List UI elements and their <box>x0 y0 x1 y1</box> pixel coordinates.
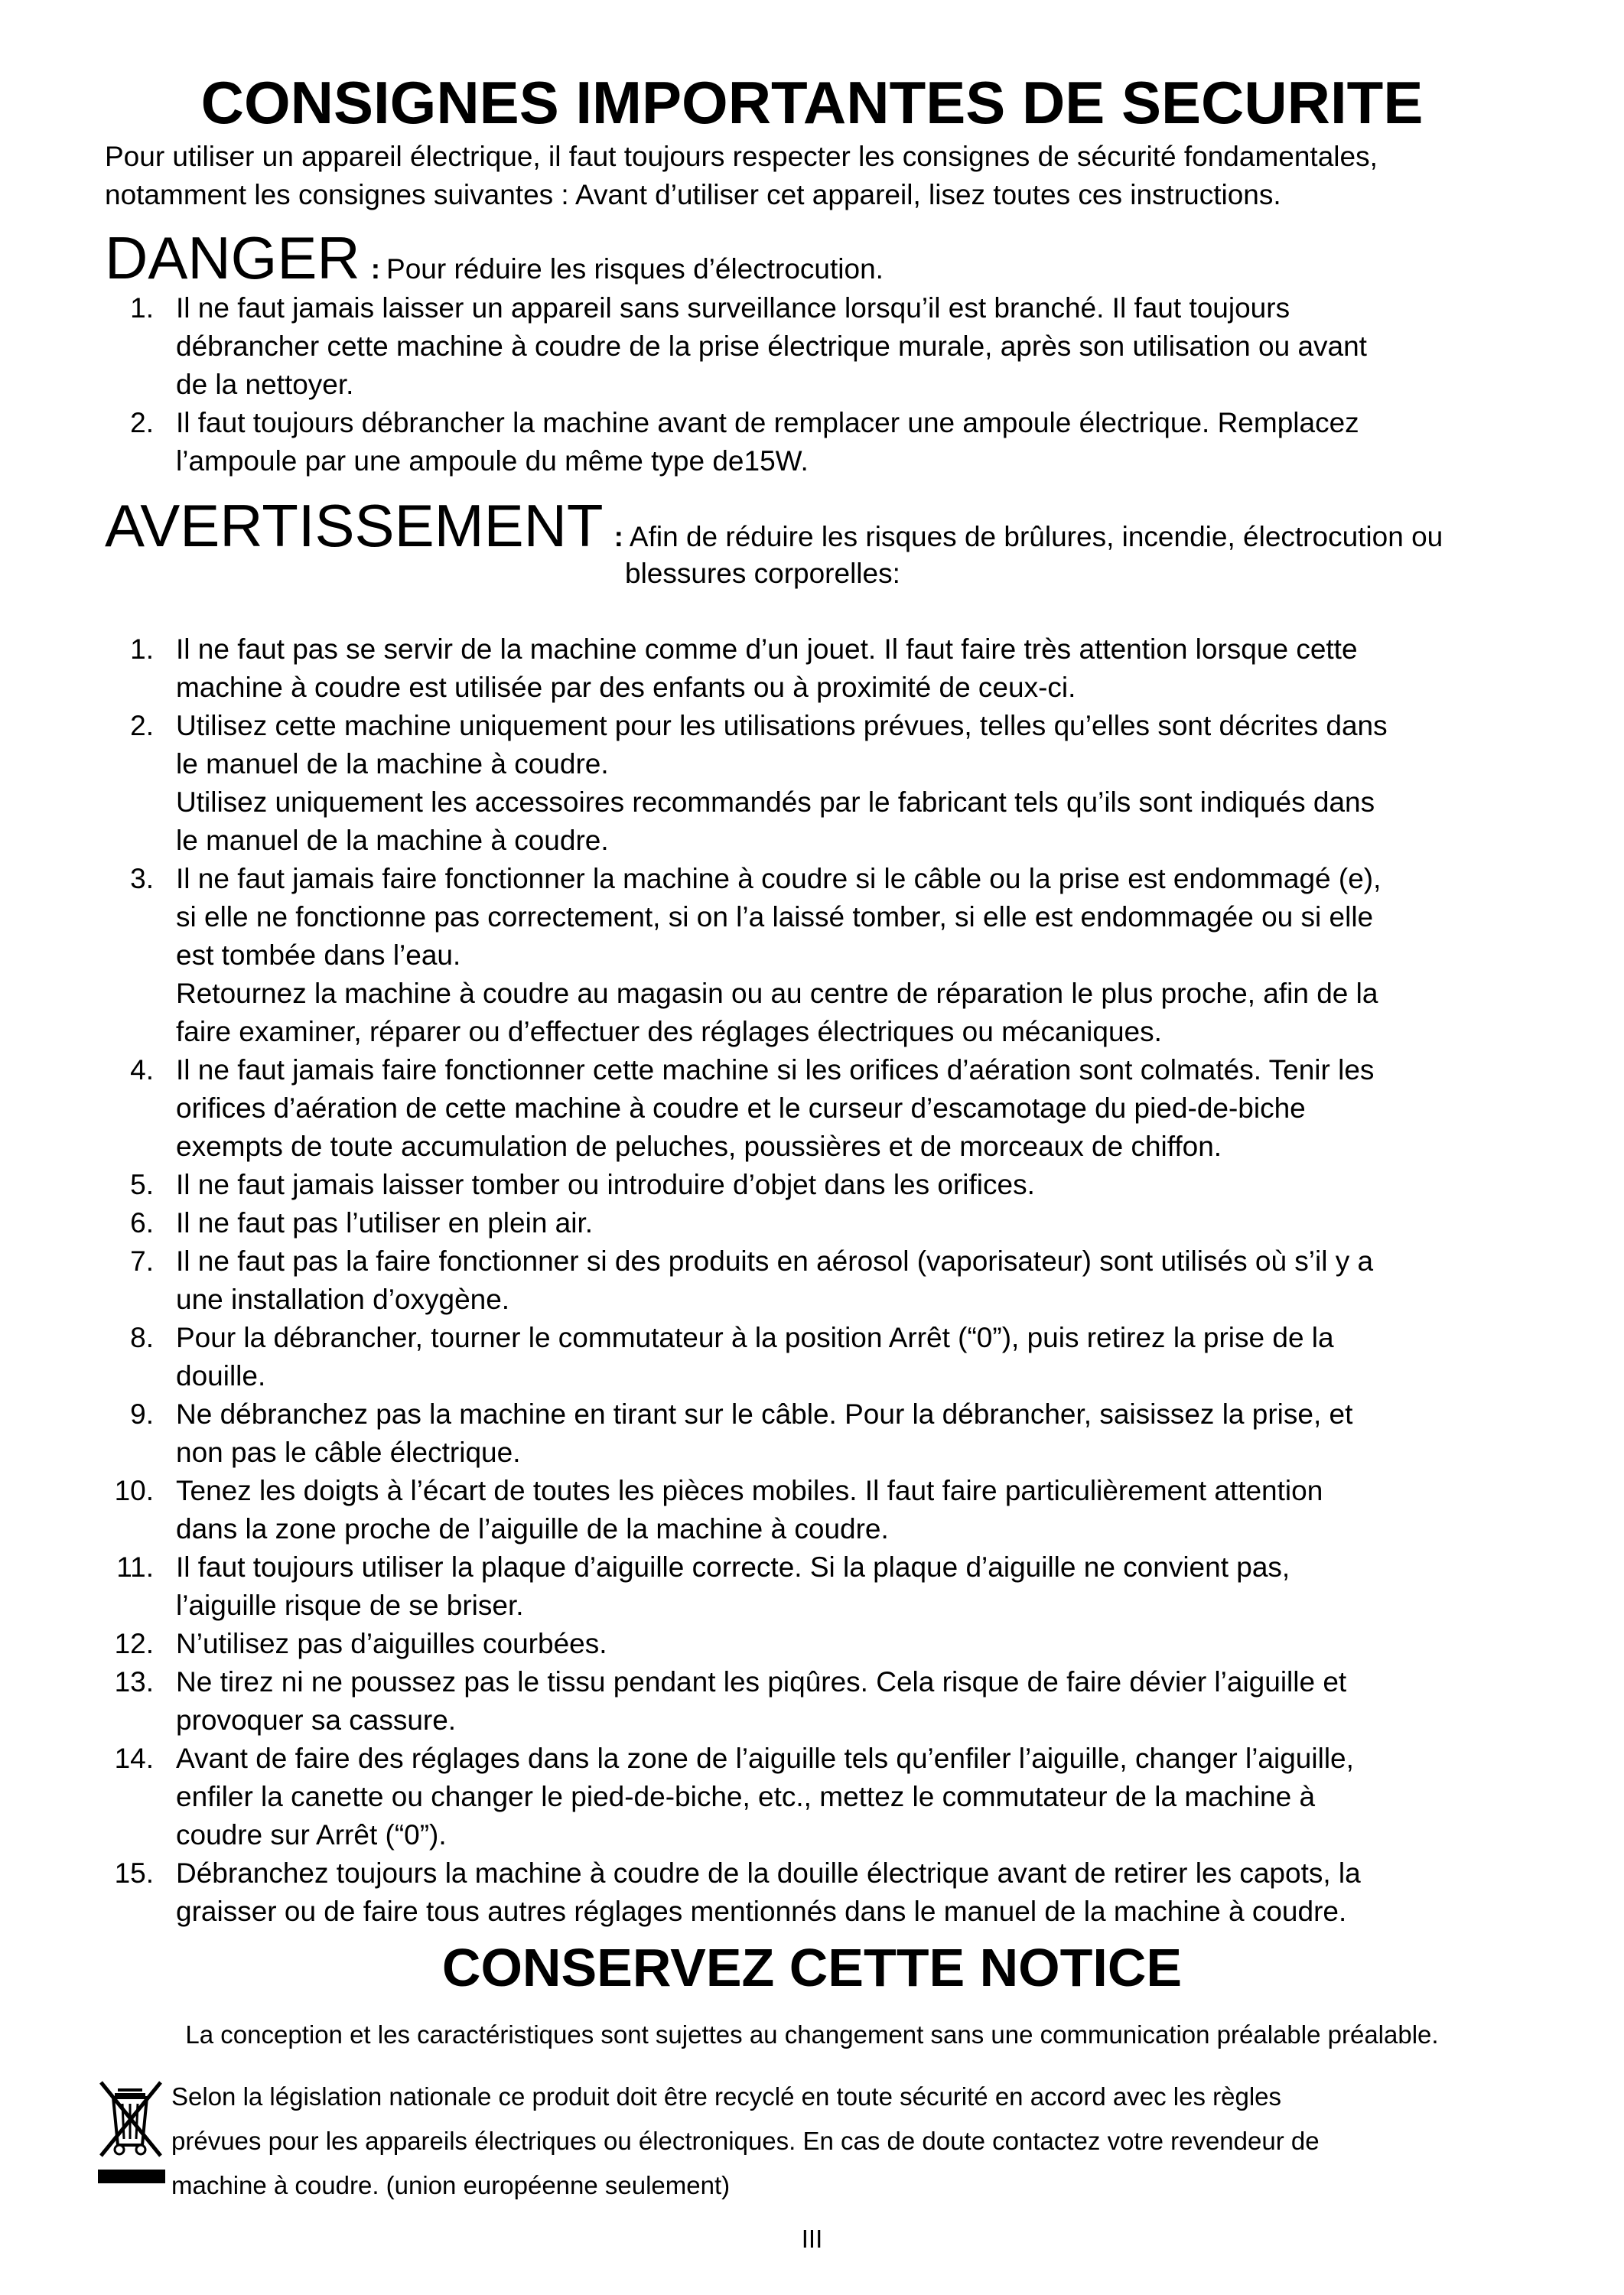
warning-list <box>105 630 1558 1931</box>
item-number: 4. <box>130 1054 154 1086</box>
item-line: machine à coudre est utilisée par des enfants ou à proximité de ceux-ci. <box>176 672 1076 703</box>
item-line: Il faut toujours débrancher la machine avant de remplacer une ampoule électrique. Remplacez <box>176 407 1359 438</box>
item-number: 13. <box>114 1666 154 1698</box>
item-line: orifices d’aération de cette machine à coudre et le curseur d’escamotage du pied-de-biche <box>176 1092 1306 1124</box>
item-line: l’aiguille risque de se briser. <box>176 1590 524 1621</box>
item-line: de la nettoyer. <box>176 369 354 400</box>
item-line: exempts de toute accumulation de peluches, poussières et de morceaux de chiffon. <box>176 1131 1222 1162</box>
item-line: faire examiner, réparer ou d’effectuer des réglages électriques ou mécaniques. <box>176 1016 1162 1047</box>
list-item <box>105 1051 1558 1166</box>
item-line: dans la zone proche de l’aiguille de la machine à coudre. <box>176 1513 889 1545</box>
page-number: III <box>801 2225 823 2253</box>
item-number: 7. <box>130 1245 154 1277</box>
item-line: le manuel de la machine à coudre. <box>176 825 609 856</box>
item-line: Il ne faut jamais faire fonctionner la machine à coudre si le câble ou la prise est endommagé (e), <box>176 863 1382 894</box>
conserve-title: CONSERVEZ CETTE NOTICE <box>441 1938 1183 1997</box>
list-item <box>105 1166 1558 1204</box>
list-item <box>105 1319 1558 1395</box>
list-item <box>105 289 1558 404</box>
item-number: 2. <box>130 407 154 438</box>
recycling-line: prévues pour les appareils électriques ou électroniques. En cas de doute contactez votre revendeur de <box>171 2127 1320 2155</box>
list-item <box>105 1204 1558 1242</box>
list-item <box>105 1854 1558 1931</box>
warning-label: AVERTISSEMENT <box>105 492 604 559</box>
item-line: Il ne faut pas l’utiliser en plein air. <box>176 1207 594 1239</box>
intro-paragraph <box>105 138 1558 214</box>
list-item <box>105 1242 1558 1319</box>
item-line: douille. <box>176 1360 266 1392</box>
warning-subtitle: Afin de réduire les risques de brûlures, incendie, électrocution ou <box>629 521 1443 552</box>
item-line: non pas le câble électrique. <box>176 1437 521 1468</box>
list-item <box>105 1548 1558 1625</box>
intro-line: notamment les consignes suivantes : Avant d’utiliser cet appareil, lisez toutes ces instructions. <box>105 179 1281 210</box>
list-item <box>105 630 1558 707</box>
item-line: une installation d’oxygène. <box>176 1284 510 1315</box>
item-line: enfiler la canette ou changer le pied-de-biche, etc., mettez le commutateur de la machine à <box>176 1781 1316 1812</box>
recycling-line: machine à coudre. (union européenne seulement) <box>171 2171 731 2199</box>
item-number: 12. <box>114 1628 154 1659</box>
item-number: 1. <box>130 292 154 324</box>
specification-notice: La conception et les caractéristiques sont sujettes au changement sans une communication préalable préalable. <box>185 2020 1439 2049</box>
item-line: l’ampoule par une ampoule du même type de15W. <box>176 445 809 477</box>
item-line: Débranchez toujours la machine à coudre de la douille électrique avant de retirer les capots, la <box>176 1857 1361 1889</box>
warning-colon: : <box>613 521 623 552</box>
item-line: Il ne faut jamais faire fonctionner cette machine si les orifices d’aération sont colmatés. Tenir les <box>176 1054 1375 1086</box>
item-number: 3. <box>130 863 154 894</box>
danger-subtitle: Pour réduire les risques d’électrocution. <box>386 253 884 285</box>
item-number: 8. <box>130 1322 154 1353</box>
item-line: Avant de faire des réglages dans la zone de l’aiguille tels qu’enfiler l’aiguille, changer l’aiguille, <box>176 1743 1354 1774</box>
item-line: Tenez les doigts à l’écart de toutes les pièces mobiles. Il faut faire particulièrement attention <box>176 1475 1323 1506</box>
item-line: provoquer sa cassure. <box>176 1704 457 1736</box>
list-item <box>105 1740 1558 1854</box>
list-item <box>105 1625 1558 1663</box>
item-line: Retournez la machine à coudre au magasin ou au centre de réparation le plus proche, afin de la <box>176 978 1378 1009</box>
item-number: 11. <box>116 1551 154 1583</box>
item-line: Il ne faut pas se servir de la machine comme d’un jouet. Il faut faire très attention lorsque cette <box>176 633 1358 665</box>
crossed-out-wheelie-bin-icon <box>96 2079 167 2186</box>
item-line: Il ne faut jamais laisser tomber ou introduire d’objet dans les orifices. <box>176 1169 1035 1200</box>
item-number: 10. <box>114 1475 154 1506</box>
item-line: est tombée dans l’eau. <box>176 939 461 971</box>
warning-subtitle-continued: blessures corporelles: <box>625 558 900 589</box>
warning-heading <box>105 492 1443 559</box>
item-line: N’utilisez pas d’aiguilles courbées. <box>176 1628 607 1659</box>
item-line: Utilisez cette machine uniquement pour les utilisations prévues, telles qu’elles sont décrites dans <box>176 710 1388 741</box>
recycling-text <box>171 2075 1320 2208</box>
item-number: 5. <box>130 1169 154 1200</box>
item-line: si elle ne fonctionne pas correctement, si on l’a laissé tomber, si elle est endommagée ou si elle <box>176 901 1374 933</box>
item-line: Il ne faut jamais laisser un appareil sans surveillance lorsqu’il est branché. Il faut toujours <box>176 292 1290 324</box>
item-number: 14. <box>114 1743 154 1774</box>
list-item <box>105 1472 1558 1548</box>
item-line: Utilisez uniquement les accessoires recommandés par le fabricant tels qu’ils sont indiqués dans <box>176 786 1375 818</box>
list-item <box>105 1395 1558 1472</box>
item-number: 9. <box>130 1398 154 1430</box>
item-line: Pour la débrancher, tourner le commutateur à la position Arrêt (“0”), puis retirez la prise de la <box>176 1322 1334 1353</box>
danger-heading <box>105 224 884 291</box>
intro-line: Pour utiliser un appareil électrique, il faut toujours respecter les consignes de sécurité fondamentales, <box>105 141 1378 172</box>
item-line: Il ne faut pas la faire fonctionner si des produits en aérosol (vaporisateur) sont utilisés où s’il y a <box>176 1245 1374 1277</box>
item-line: le manuel de la machine à coudre. <box>176 748 609 780</box>
danger-list <box>105 289 1558 480</box>
item-line: graisser ou de faire tous autres réglages mentionnés dans le manuel de la machine à coudre. <box>176 1896 1347 1927</box>
list-item <box>105 707 1558 860</box>
page-title: CONSIGNES IMPORTANTES DE SECURITE <box>200 69 1424 136</box>
item-line: Il faut toujours utiliser la plaque d’aiguille correcte. Si la plaque d’aiguille ne convient pas, <box>176 1551 1290 1583</box>
danger-label: DANGER <box>105 224 360 291</box>
list-item <box>105 860 1558 1051</box>
item-line: Ne débranchez pas la machine en tirant sur le câble. Pour la débrancher, saisissez la prise, et <box>176 1398 1353 1430</box>
item-line: Ne tirez ni ne poussez pas le tissu pendant les piqûres. Cela risque de faire dévier l’aiguille et <box>176 1666 1347 1698</box>
danger-colon: : <box>370 253 381 285</box>
item-line: débrancher cette machine à coudre de la prise électrique murale, après son utilisation ou avant <box>176 330 1367 362</box>
item-number: 6. <box>130 1207 154 1239</box>
item-number: 15. <box>114 1857 154 1889</box>
item-number: 1. <box>130 633 154 665</box>
list-item <box>105 1663 1558 1740</box>
item-number: 2. <box>130 710 154 741</box>
list-item <box>105 404 1558 480</box>
recycling-line: Selon la législation nationale ce produit doit être recyclé en toute sécurité en accord avec les règles <box>171 2082 1282 2111</box>
item-line: coudre sur Arrêt (“0”). <box>176 1819 447 1851</box>
